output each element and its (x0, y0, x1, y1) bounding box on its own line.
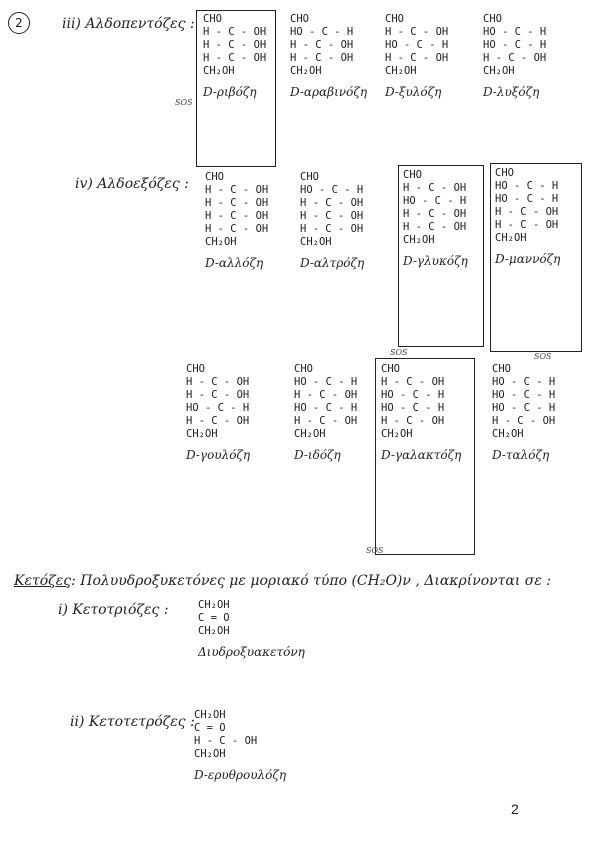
formula-line: H - C - OH (205, 210, 269, 222)
aldopentoses-heading: iii) Αλδοπεντόζες : (62, 16, 195, 32)
formula-line: CH₂OH (186, 428, 218, 440)
compound-name: D-ξυλόζη (385, 85, 442, 99)
formula-line: CH₂OH (492, 428, 524, 440)
compound-name: D-αλτρόζη (300, 256, 365, 270)
sos-mark: SOS (175, 98, 193, 107)
molecule-d-erythrulose (194, 710, 286, 782)
formula-line: HO - C - H (294, 402, 358, 414)
formula-line: CHO (492, 363, 511, 375)
formula-line: H - C - OH (290, 52, 354, 64)
formula-line: H - C - OH (495, 219, 559, 231)
formula-line: H - C - OH (381, 415, 445, 427)
molecule-dihydroxyacetone (198, 600, 305, 659)
formula-line: CH₂OH (194, 709, 226, 721)
formula-line: H - C - OH (403, 221, 467, 233)
formula-line: H - C - OH (186, 389, 250, 401)
formula-line: CHO (186, 363, 205, 375)
formula-line: CHO (205, 171, 224, 183)
formula-line: H - C - OH (495, 206, 559, 218)
formula-line: H - C - OH (205, 197, 269, 209)
compound-name: D-ιδόζη (294, 448, 341, 462)
formula-line: CH₂OH (294, 428, 326, 440)
formula-line: CH₂OH (203, 65, 235, 77)
formula-line: H - C - OH (300, 210, 364, 222)
compound-name: D-αραβινόζη (290, 85, 368, 99)
molecule-d-glucose (403, 170, 468, 268)
formula-line: HO - C - H (300, 184, 364, 196)
formula-line: H - C - OH (186, 415, 250, 427)
formula-line: C = O (194, 722, 226, 734)
formula-line: H - C - OH (194, 735, 258, 747)
formula-line: HO - C - H (290, 26, 354, 38)
formula-line: CH₂OH (198, 599, 230, 611)
formula-line: CH₂OH (300, 236, 332, 248)
formula-line: H - C - OH (294, 389, 358, 401)
formula-line: HO - C - H (495, 193, 559, 205)
compound-name: D-λυξόζη (483, 85, 540, 99)
molecule-d-mannose (495, 168, 560, 266)
formula-line: H - C - OH (203, 26, 267, 38)
formula-line: H - C - OH (203, 52, 267, 64)
formula-line: H - C - OH (300, 223, 364, 235)
molecule-d-talose (492, 364, 555, 462)
sos-mark: SOS (390, 348, 408, 357)
compound-name: D-γαλακτόζη (381, 448, 462, 462)
formula-line: CHO (495, 167, 514, 179)
ketotetroses-heading: ii) Κετοτετρόζες : (70, 714, 195, 730)
formula-line: HO - C - H (294, 376, 358, 388)
formula-line: HO - C - H (403, 195, 467, 207)
formula-line: H - C - OH (205, 184, 269, 196)
formula-line: CH₂OH (483, 65, 515, 77)
ketoses-title: Κετόζες (14, 573, 72, 589)
formula-line: H - C - OH (186, 376, 250, 388)
formula-line: H - C - OH (385, 52, 449, 64)
formula-line: CHO (294, 363, 313, 375)
formula-line: H - C - OH (492, 415, 556, 427)
compound-name: D-ριβόζη (203, 85, 257, 99)
formula-line: CH₂OH (290, 65, 322, 77)
page-number: 2 (511, 801, 519, 817)
formula-line: H - C - OH (205, 223, 269, 235)
formula-line: HO - C - H (492, 389, 556, 401)
formula-line: H - C - OH (403, 182, 467, 194)
formula-line: C = O (198, 612, 230, 624)
formula-line: H - C - OH (403, 208, 467, 220)
formula-line: H - C - OH (203, 39, 267, 51)
molecule-d-arabinose (290, 14, 367, 99)
formula-line: CH₂OH (385, 65, 417, 77)
compound-name: D-γουλόζη (186, 448, 251, 462)
sos-mark: SOS (366, 546, 384, 555)
ketotrioses-heading: i) Κετοτριόζες : (58, 602, 169, 618)
formula-line: HO - C - H (186, 402, 250, 414)
molecule-d-idose (294, 364, 357, 462)
section-number-circle: 2 (8, 12, 30, 34)
molecule-d-altrose (300, 172, 364, 270)
formula-line: HO - C - H (492, 402, 556, 414)
aldohexoses-heading: iv) Αλδοεξόζες : (75, 176, 189, 192)
formula-line: CH₂OH (495, 232, 527, 244)
ketoses-heading-line (14, 573, 551, 589)
compound-name: D-αλλόζη (205, 256, 264, 270)
compound-name: D-ταλόζη (492, 448, 550, 462)
formula-line: HO - C - H (381, 402, 445, 414)
formula-line: HO - C - H (492, 376, 556, 388)
formula-line: H - C - OH (381, 376, 445, 388)
formula-line: CHO (381, 363, 400, 375)
formula-line: CHO (290, 13, 309, 25)
formula-line: HO - C - H (495, 180, 559, 192)
compound-name: D-γλυκόζη (403, 254, 468, 268)
formula-line: H - C - OH (300, 197, 364, 209)
formula-line: HO - C - H (483, 26, 547, 38)
formula-line: CH₂OH (381, 428, 413, 440)
formula-line: HO - C - H (381, 389, 445, 401)
compound-name: D-ερυθρουλόζη (194, 768, 287, 782)
ketoses-description: : Πολυυδροξυκετόνες με μοριακό τύπο (CH₂O)ν , Διακρίνονται σε : (71, 573, 552, 589)
formula-line: H - C - OH (290, 39, 354, 51)
molecule-d-galactose (381, 364, 461, 462)
formula-line: CHO (385, 13, 404, 25)
formula-line: H - C - OH (385, 26, 449, 38)
formula-line: H - C - OH (483, 52, 547, 64)
formula-line: CH₂OH (198, 625, 230, 637)
molecule-d-lyxose (483, 14, 546, 99)
formula-line: CHO (483, 13, 502, 25)
molecule-d-xylose (385, 14, 448, 99)
formula-line: CH₂OH (205, 236, 237, 248)
formula-line: CHO (403, 169, 422, 181)
compound-name: D-μαννόζη (495, 252, 561, 266)
molecule-d-allose (205, 172, 268, 270)
compound-name: Διυδροξυακετόνη (198, 645, 305, 659)
formula-line: H - C - OH (294, 415, 358, 427)
formula-line: CHO (203, 13, 222, 25)
formula-line: CH₂OH (403, 234, 435, 246)
formula-line: HO - C - H (483, 39, 547, 51)
sos-mark: SOS (534, 352, 552, 361)
molecule-d-gulose (186, 364, 250, 462)
formula-line: CHO (300, 171, 319, 183)
formula-line: CH₂OH (194, 748, 226, 760)
molecule-d-ribose (203, 14, 266, 99)
formula-line: HO - C - H (385, 39, 449, 51)
